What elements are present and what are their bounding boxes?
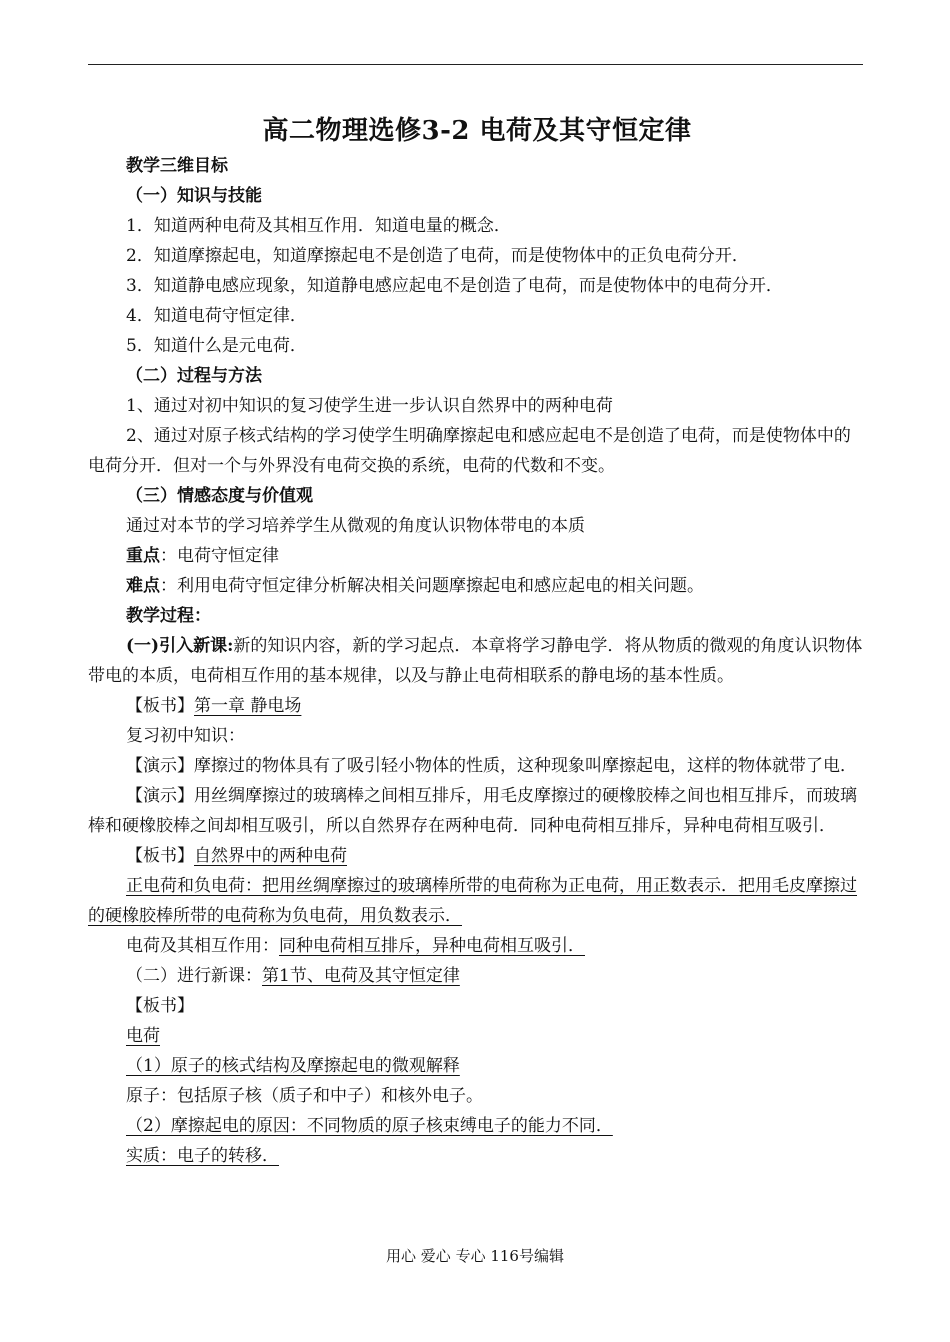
board-text: 自然界中的两种电荷 (194, 846, 347, 866)
charge-text: 电荷 (126, 1026, 160, 1046)
interaction-rule (88, 931, 866, 961)
section2-heading: （二）过程与方法 (126, 366, 262, 386)
new-lesson-text: 第1节、电荷及其守恒定律 (262, 966, 460, 986)
section3-text: 通过对本节的学习培养学生从微观的角度认识物体带电的本质 (126, 516, 585, 536)
pos-neg-definition: 正电荷和负电荷：把用丝绸摩擦过的玻璃棒所带的电荷称为正电荷，用正数表示．把用毛皮摩擦过的硬橡胶棒所带的电荷称为负电荷，用负数表示． (88, 876, 857, 926)
page-footer: 用心 爱心 专心 116号编辑 (386, 1247, 564, 1265)
section1-heading: （一）知识与技能 (126, 186, 262, 206)
board-label-line: 【板书】 (126, 996, 194, 1016)
board-label: 【板书】 (126, 696, 194, 716)
demo-label: 【演示】 (126, 786, 194, 806)
difficulty (88, 571, 866, 601)
board-text: 第一章 静电场 (194, 696, 302, 716)
interaction-label: 电荷及其相互作用： (126, 936, 279, 956)
goals-heading: 教学三维目标 (126, 156, 228, 176)
list-item: 3．知道静电感应现象，知道静电感应起电不是创造了电荷，而是使物体中的电荷分开． (126, 276, 783, 296)
list-item: 1．知道两种电荷及其相互作用．知道电量的概念． (126, 216, 511, 236)
board-note (88, 691, 866, 721)
review-text: 复习初中知识： (126, 726, 245, 746)
list-item: 4．知道电荷守恒定律． (126, 306, 307, 326)
key-point-label: 重点 (126, 546, 160, 566)
section3-heading: （三）情感态度与价值观 (126, 486, 313, 506)
process-heading: 教学过程： (126, 606, 211, 626)
page-title: 高二物理选修3-2 电荷及其守恒定律 (262, 116, 692, 146)
demo-text: 摩擦过的物体具有了吸引轻小物体的性质，这种现象叫摩擦起电，这样的物体就带了电． (194, 756, 857, 776)
intro-label: (一)引入新课: (126, 636, 234, 656)
list-item: 5．知道什么是元电荷． (126, 336, 307, 356)
key-point-text: ：电荷守恒定律 (160, 546, 279, 566)
new-lesson (88, 961, 866, 991)
board-label: 【板书】 (126, 846, 194, 866)
list-item: 1、通过对初中知识的复习使学生进一步认识自然界中的两种电荷 (126, 396, 613, 416)
intro-text: 新的知识内容，新的学习起点．本章将学习静电学．将从物质的微观的角度认识物体带电的本质，电荷相互作用的基本规律，以及与静止电荷相联系的静电场的基本性质。 (88, 636, 863, 686)
essence-line (88, 1141, 866, 1171)
key-point (88, 541, 866, 571)
structure-heading (88, 1051, 866, 1081)
board-note (88, 841, 866, 871)
interaction-text: 同种电荷相互排斥，异种电荷相互吸引． (279, 936, 585, 956)
demo-label: 【演示】 (126, 756, 194, 776)
cause-line (88, 1111, 866, 1141)
document-body (88, 110, 866, 1171)
atom-text: 原子：包括原子核（质子和中子）和核外电子。 (126, 1086, 483, 1106)
charge-heading (88, 1021, 866, 1051)
new-lesson-label: （二）进行新课： (126, 966, 262, 986)
demo-paragraph (88, 781, 866, 841)
demo-paragraph (88, 751, 866, 781)
difficulty-text: ：利用电荷守恒定律分析解决相关问题摩擦起电和感应起电的相关问题。 (160, 576, 704, 596)
essence-text: 实质：电子的转移． (126, 1146, 279, 1166)
header-rule (88, 64, 863, 65)
difficulty-label: 难点 (126, 576, 160, 596)
demo-text: 用丝绸摩擦过的玻璃棒之间相互排斥，用毛皮摩擦过的硬橡胶棒之间也相互排斥，而玻璃棒和硬橡胶棒之间却相互吸引，所以自然界存在两种电荷．同种电荷相互排斥，异种电荷相互吸引． (88, 786, 857, 836)
list-item: 2．知道摩擦起电，知道摩擦起电不是创造了电荷，而是使物体中的正负电荷分开． (126, 246, 749, 266)
cause-text: （2）摩擦起电的原因：不同物质的原子核束缚电子的能力不同． (126, 1116, 613, 1136)
intro-paragraph (88, 631, 866, 691)
list-item: 2、通过对原子核式结构的学习使学生明确摩擦起电和感应起电不是创造了电荷，而是使物体中的电荷分开．但对一个与外界没有电荷交换的系统，电荷的代数和不变。 (88, 426, 851, 476)
structure-text: （1）原子的核式结构及摩擦起电的微观解释 (126, 1056, 460, 1076)
